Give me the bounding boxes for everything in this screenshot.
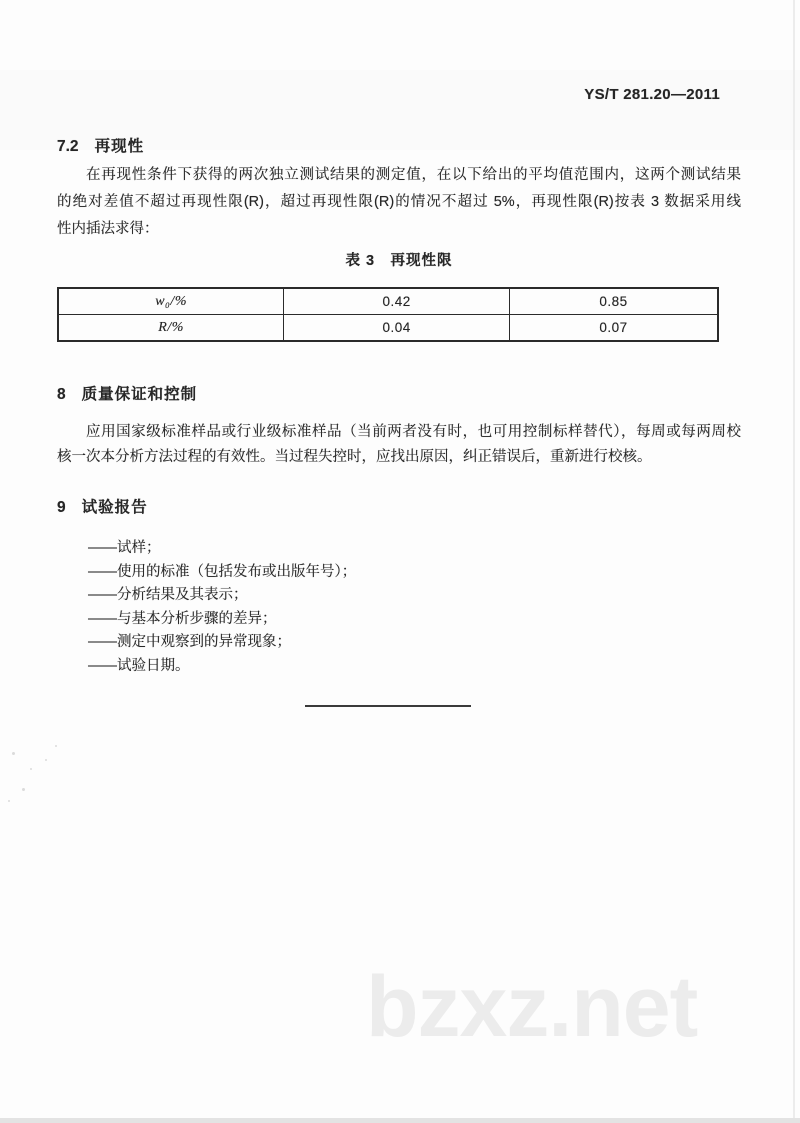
section-9-title: 试验报告: [81, 499, 148, 516]
list-item: ——与基本分析步骤的差异；: [88, 610, 277, 627]
table-cell: 0.85: [509, 288, 718, 315]
section-9-number: 9: [57, 499, 66, 516]
standard-number: YS/T 281.20—2011: [584, 86, 720, 103]
table-row: [58, 288, 718, 315]
section-7-2-title: 再现性: [94, 138, 145, 155]
section-8-number: 8: [57, 386, 66, 403]
table-row-label: R/%: [58, 315, 284, 342]
paragraph-line: 核一次本分析方法过程的有效性。当过程失控时，应找出原因，纠正错误后，重新进行校核。: [57, 449, 652, 465]
list-item: ——使用的标准（包括发布或出版年号）；: [88, 563, 357, 580]
section-7-2-heading: [57, 134, 144, 156]
scan-speckle: [8, 800, 10, 802]
table-row: [58, 315, 718, 342]
section-8-title: 质量保证和控制: [81, 386, 198, 403]
section-7-2-number: 7.2: [57, 138, 79, 155]
table-cell: 0.07: [509, 315, 718, 342]
test-report-list: [88, 537, 356, 678]
watermark: bzxz.net: [366, 959, 698, 1055]
paragraph-line: 应用国家级标准样品或行业级标准样品（当前两者没有时，也可用控制标样替代），每周或每两周校: [86, 424, 741, 440]
table-cell: 0.42: [284, 288, 510, 315]
section-8-heading: [57, 382, 197, 404]
table-row-label: w₀/%: [58, 288, 284, 315]
table-3-caption: 表 3 再现性限: [345, 253, 453, 269]
end-of-text-rule: [305, 705, 471, 707]
reproducibility-limit-table: [57, 287, 719, 342]
paragraph-line: 性内插法求得：: [57, 221, 159, 237]
list-item: ——测定中观察到的异常现象；: [88, 634, 291, 650]
list-item: ——试验日期。: [88, 657, 190, 674]
scan-speckle: [45, 759, 47, 761]
section-7-2-paragraph: [57, 162, 741, 243]
scan-edge-band: [0, 1118, 800, 1123]
table-cell: 0.04: [284, 315, 510, 342]
list-item: ——分析结果及其表示；: [88, 587, 248, 603]
section-9-heading: [57, 495, 148, 517]
scan-speckle: [30, 768, 32, 770]
paragraph-line: 的绝对差值不超过再现性限(R)，超过再现性限(R)的情况不超过 5%，再现性限(R)按表 3 数据采用线: [57, 194, 741, 210]
scan-speckle: [12, 752, 15, 755]
section-8-paragraph: [57, 420, 741, 470]
paragraph-line: 在再现性条件下获得的两次独立测试结果的测定值，在以下给出的平均值范围内，这两个测试结果: [86, 167, 741, 183]
list-item: ——试样；: [88, 540, 161, 556]
scan-speckle: [22, 788, 25, 791]
scan-speckle: [55, 745, 57, 747]
scan-edge-line: [793, 0, 795, 1123]
